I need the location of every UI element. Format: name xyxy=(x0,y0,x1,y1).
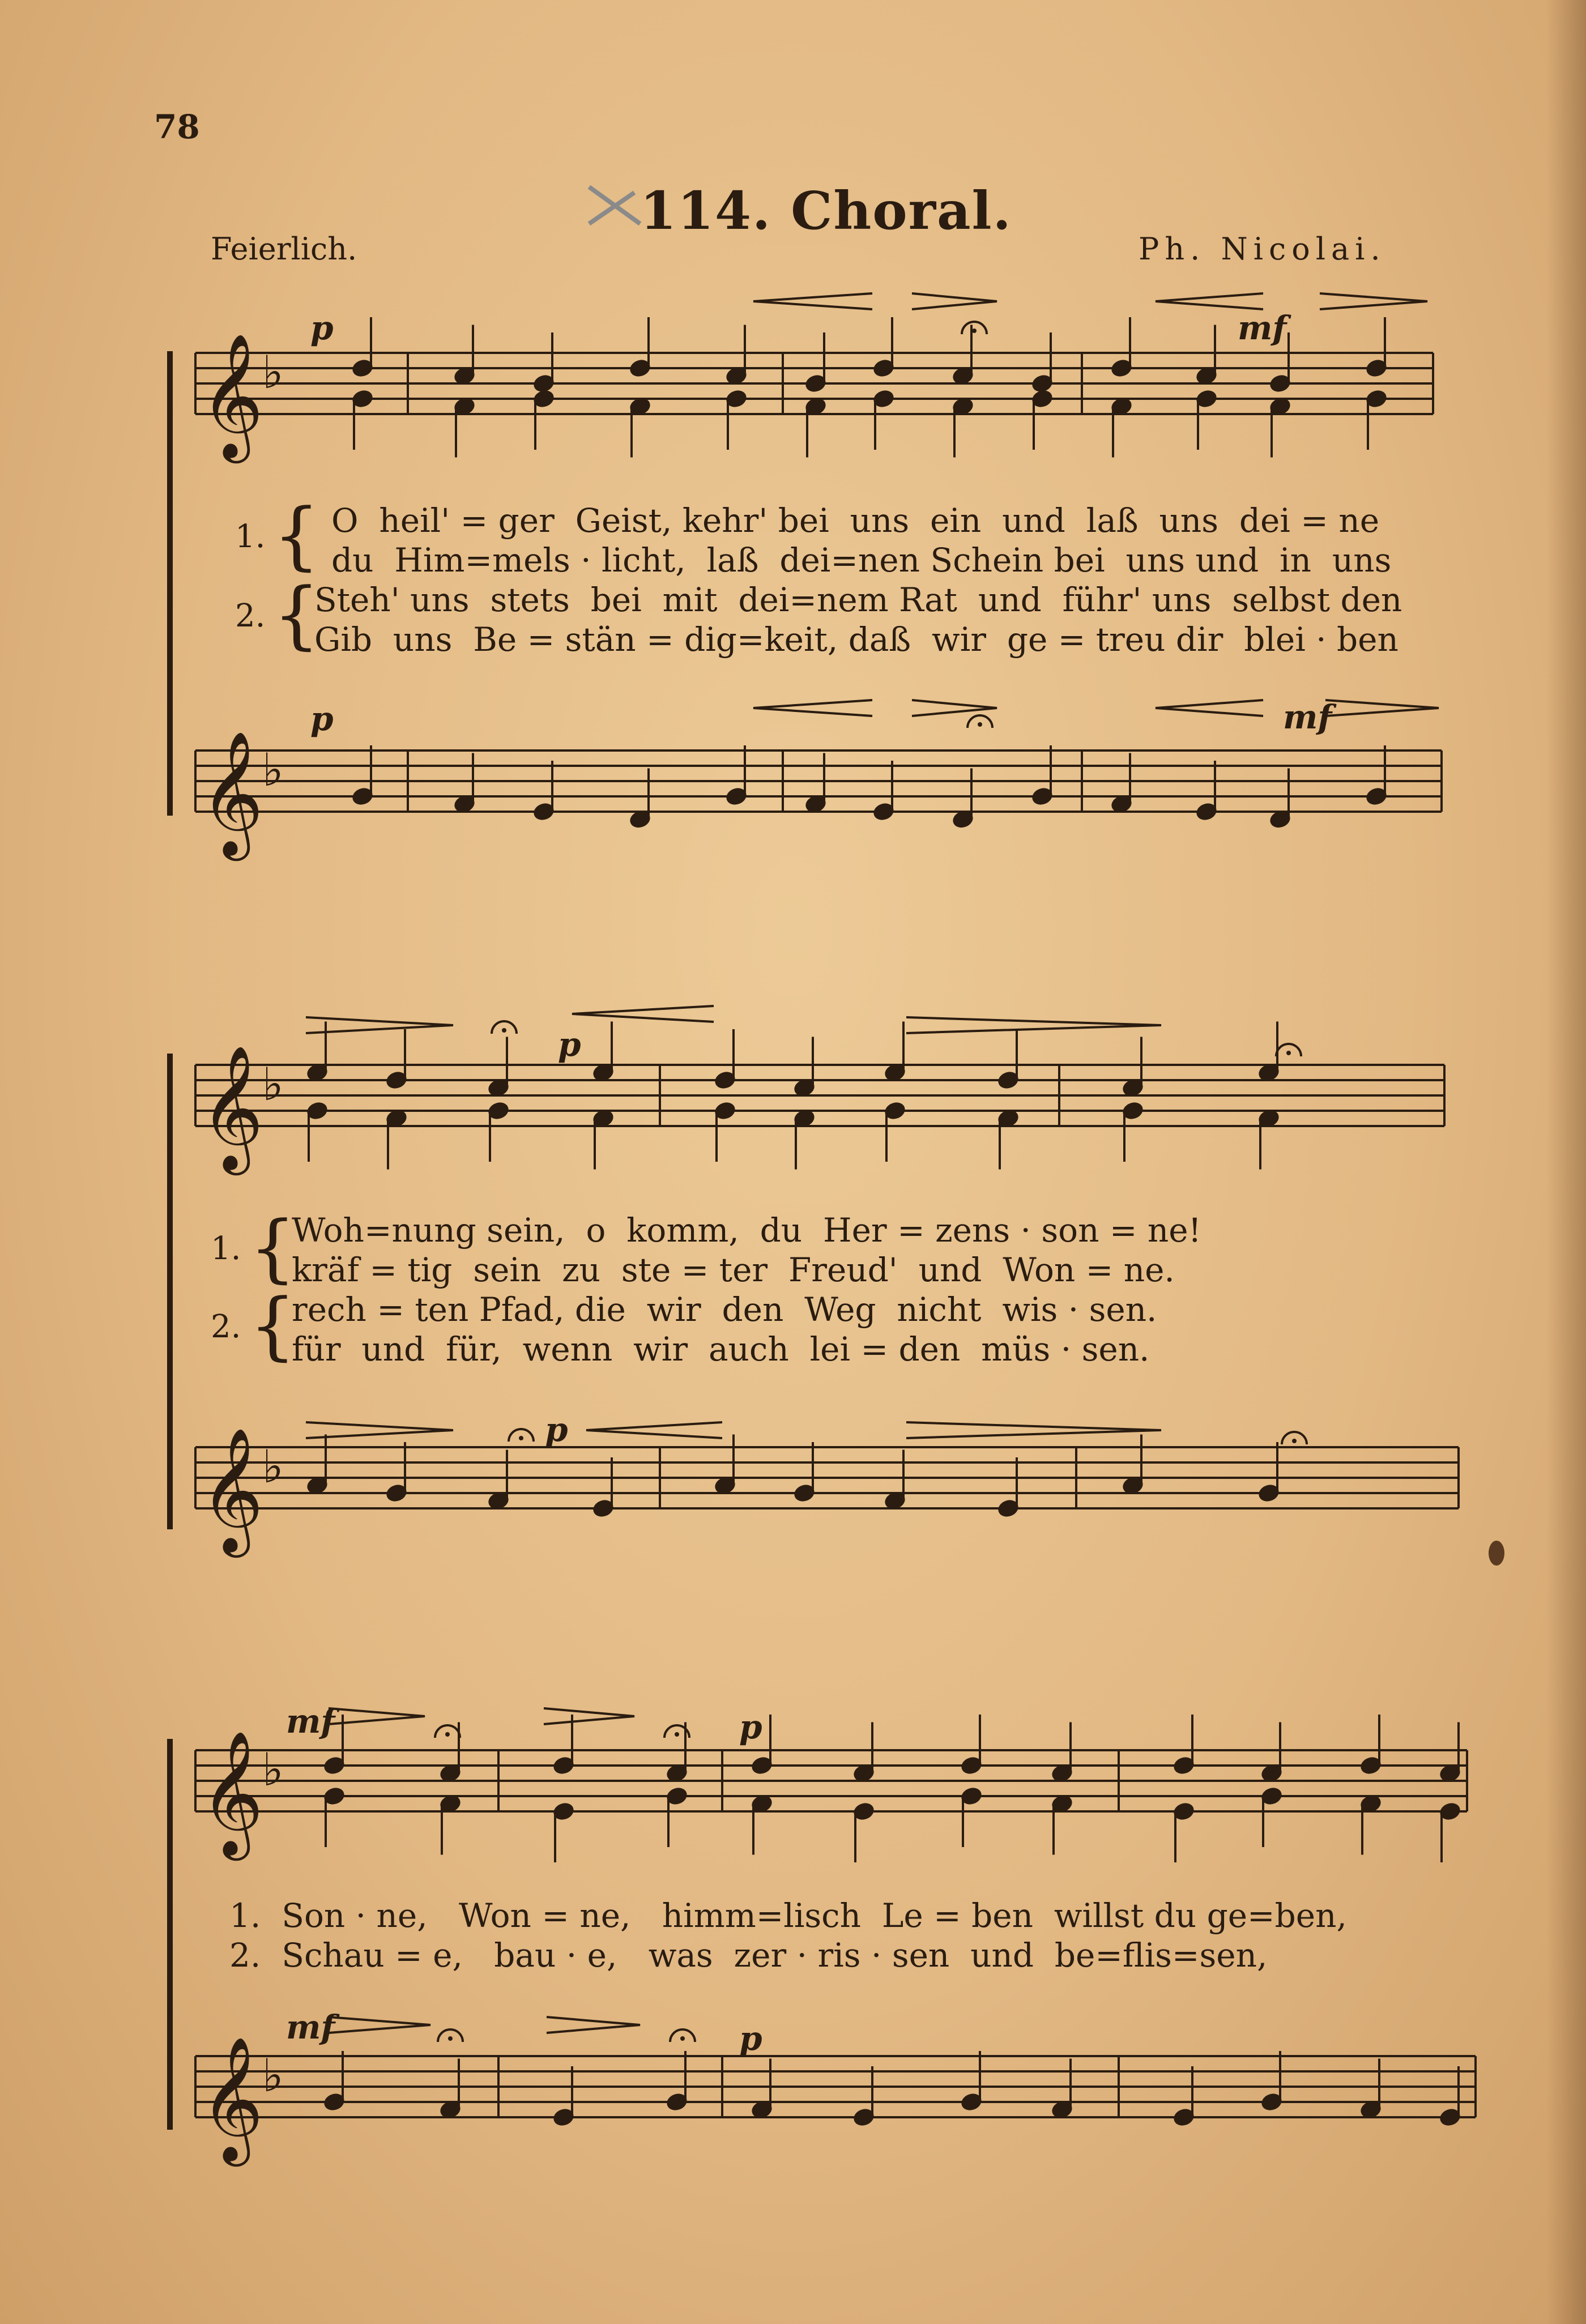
lyric-line: Gib uns Be = stän = dig=keit, daß wir ge = treu dir blei · ben xyxy=(314,620,1399,659)
dynamic-marking: p xyxy=(545,1410,568,1449)
dynamic-marking: mf xyxy=(1238,309,1287,347)
treble-clef: 𝄞 xyxy=(200,1730,264,1855)
decrescendo xyxy=(306,1017,453,1033)
crescendo xyxy=(753,700,872,716)
lyric-line: du Him=mels · licht, laß dei=nen Schein bei uns und in uns xyxy=(331,541,1392,579)
lyric-line: Woh=nung sein, o komm, du Her = zens · son = ne! xyxy=(292,1211,1201,1250)
treble-clef: 𝄞 xyxy=(200,1427,264,1552)
treble-clef: 𝄞 xyxy=(200,2036,264,2161)
verse-number-1: 1. xyxy=(211,1230,241,1267)
lyric-line: 1. Son · ne, Won = ne, himm=lisch Le = ben willst du ge=ben, xyxy=(229,1896,1347,1935)
hymn-title: 114. Choral. xyxy=(640,180,1012,241)
decrescendo xyxy=(912,293,997,309)
decrescendo xyxy=(912,700,997,716)
crescendo xyxy=(1156,293,1263,309)
decrescendo xyxy=(306,1422,453,1438)
lyric-line: 2. Schau = e, bau · e, was zer · ris · sen und be=flis=sen, xyxy=(229,1936,1268,1975)
decrescendo xyxy=(329,2017,430,2033)
flat-sign: ♭ xyxy=(262,1743,284,1796)
dynamic-marking: p xyxy=(739,2019,762,2058)
fermata-dot xyxy=(445,1732,450,1737)
treble-clef: 𝄞 xyxy=(200,1044,264,1170)
decrescendo xyxy=(1320,293,1427,309)
composer-name: Ph. Nicolai. xyxy=(1139,231,1386,267)
fermata-dot xyxy=(675,1732,679,1737)
lyric-line: Steh' uns stets bei mit dei=nem Rat und führ' uns selbst den xyxy=(314,581,1402,619)
lyric-line: rech = ten Pfad, die wir den Weg nicht wis · sen. xyxy=(292,1290,1157,1329)
brace: { xyxy=(249,1205,296,1291)
decrescendo xyxy=(906,1422,1161,1438)
dynamic-marking: p xyxy=(558,1025,581,1064)
dynamic-marking: mf xyxy=(286,2008,335,2046)
dynamic-marking: mf xyxy=(1283,698,1332,736)
treble-clef: 𝄞 xyxy=(200,730,264,855)
lyric-line: kräf = tig sein zu ste = ter Freud' und Won = ne. xyxy=(292,1251,1175,1289)
dynamic-marking: mf xyxy=(286,1702,335,1741)
brace: { xyxy=(273,492,320,578)
fermata-dot xyxy=(502,1028,506,1033)
fermata-dot xyxy=(448,2036,453,2041)
tempo-marking: Feierlich. xyxy=(211,231,357,267)
brace: { xyxy=(249,1282,296,1368)
brace: { xyxy=(273,572,320,658)
fermata-dot xyxy=(1292,1439,1297,1443)
lyric-line: O heil' = ger Geist, kehr' bei uns ein und laß uns dei = ne xyxy=(331,501,1380,540)
decrescendo xyxy=(1325,700,1439,716)
crescendo xyxy=(572,1006,714,1022)
fermata-dot xyxy=(1286,1051,1291,1055)
decrescendo xyxy=(547,2017,640,2033)
flat-sign: ♭ xyxy=(262,346,284,399)
crescendo xyxy=(586,1422,722,1438)
crescendo xyxy=(753,293,872,309)
treble-clef: 𝄞 xyxy=(200,332,264,458)
verse-number-1: 1. xyxy=(235,518,266,555)
page-number: 78 xyxy=(154,108,200,146)
fermata-dot xyxy=(519,1436,523,1440)
dynamic-marking: p xyxy=(310,309,334,347)
decrescendo xyxy=(544,1708,634,1724)
crescendo xyxy=(1156,700,1263,716)
lyric-line: für und für, wenn wir auch lei = den müs · sen. xyxy=(292,1330,1150,1368)
verse-number-2: 2. xyxy=(235,598,266,634)
flat-sign: ♭ xyxy=(262,1440,284,1493)
decrescendo xyxy=(906,1017,1161,1033)
fermata-dot xyxy=(978,722,982,727)
flat-sign: ♭ xyxy=(262,1058,284,1111)
fermata-dot xyxy=(680,2036,685,2041)
flat-sign: ♭ xyxy=(262,2049,284,2102)
verse-number-2: 2. xyxy=(211,1308,241,1345)
dynamic-marking: p xyxy=(310,700,334,738)
dynamic-marking: p xyxy=(739,1708,762,1746)
fermata-dot xyxy=(972,329,977,333)
flat-sign: ♭ xyxy=(262,744,284,796)
